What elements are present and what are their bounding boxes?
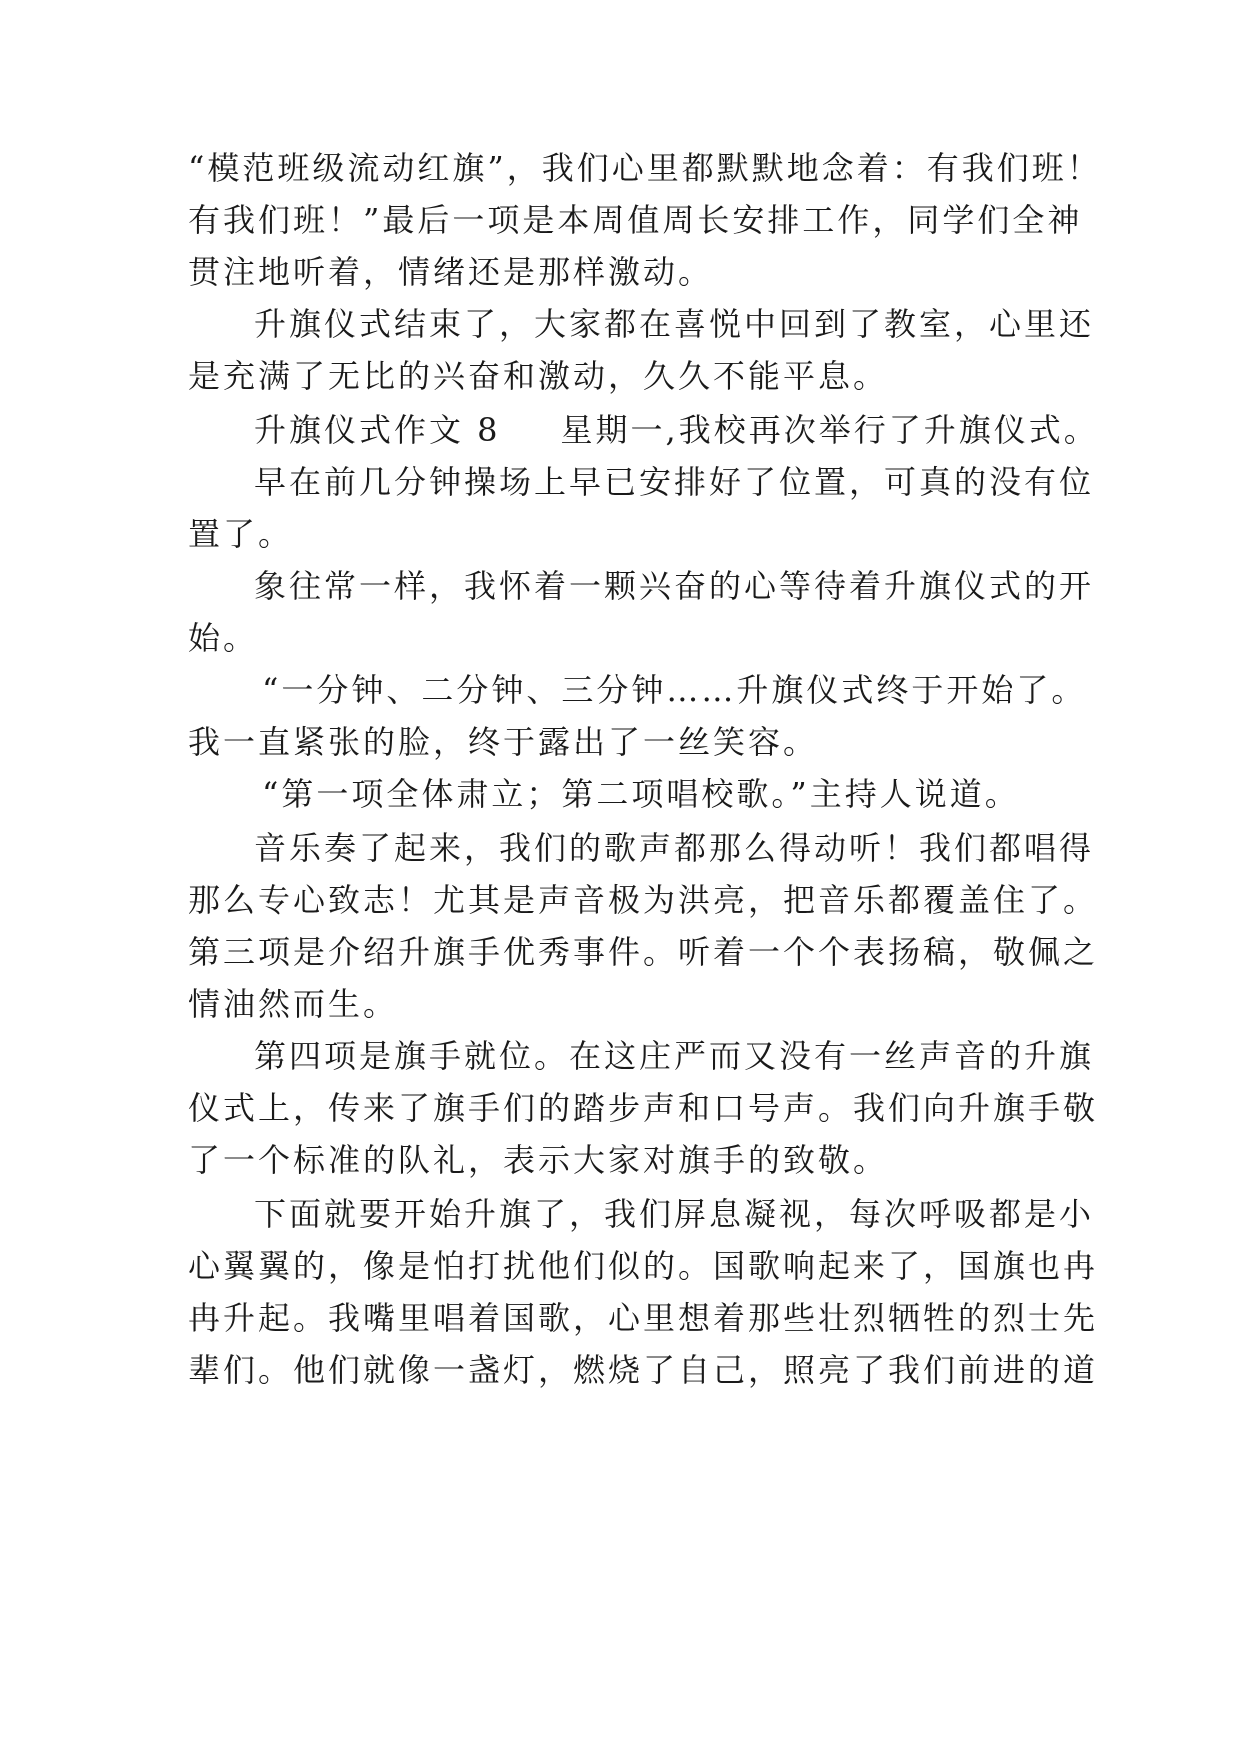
text-line: 辈们。他们就像一盏灯，燃烧了自己，照亮了我们前进的道 [188, 1351, 1099, 1389]
text-line: “一分钟、二分钟、三分钟……升旗仪式终于开始了。 [262, 671, 1087, 709]
text-line: 音乐奏了起来，我们的歌声都那么得动听！我们都唱得 [254, 829, 1095, 867]
text-line: 星期一,我校再次举行了升旗仪式。 [560, 411, 1099, 449]
text-line: 冉升起。我嘴里唱着国歌，心里想着那些壮烈牺牲的烈士先 [188, 1299, 1099, 1337]
text-line: 贯注地听着，情绪还是那样激动。 [188, 253, 714, 291]
text-line: 始。 [188, 619, 259, 657]
text-line: 第三项是介绍升旗手优秀事件。听着一个个表扬稿，敬佩之 [188, 933, 1099, 971]
section-heading-line [254, 410, 1134, 450]
text-line: “第一项全体肃立；第二项唱校歌。”主持人说道。 [262, 775, 1020, 813]
text-line: 心翼翼的，像是怕打扰他们似的。国歌响起来了，国旗也冉 [188, 1247, 1099, 1285]
section-heading: 升旗仪式作文 8 [254, 411, 501, 449]
text-line: 象往常一样，我怀着一颗兴奋的心等待着升旗仪式的开 [254, 567, 1095, 605]
text-line: 那么专心致志！尤其是声音极为洪亮，把音乐都覆盖住了。 [188, 881, 1099, 919]
text-line: 第四项是旗手就位。在这庄严而又没有一丝声音的升旗 [254, 1037, 1095, 1075]
text-line: 有我们班！”最后一项是本周值周长安排工作，同学们全神 [188, 201, 1083, 239]
text-line: 仪式上，传来了旗手们的踏步声和口号声。我们向升旗手敬 [188, 1089, 1099, 1127]
text-line: 下面就要开始升旗了，我们屏息凝视，每次呼吸都是小 [254, 1195, 1095, 1233]
text-line: 我一直紧张的脸，终于露出了一丝笑容。 [188, 723, 819, 761]
text-line: “模范班级流动红旗”，我们心里都默默地念着：有我们班！ [188, 149, 1102, 187]
text-line: 早在前几分钟操场上早已安排好了位置，可真的没有位 [254, 463, 1095, 501]
text-line: 置了。 [188, 515, 294, 553]
text-line: 了一个标准的队礼，表示大家对旗手的致敬。 [188, 1141, 889, 1179]
text-line: 情油然而生。 [188, 985, 399, 1023]
text-line: 是充满了无比的兴奋和激动，久久不能平息。 [188, 357, 889, 395]
text-line: 升旗仪式结束了，大家都在喜悦中回到了教室，心里还 [254, 305, 1095, 343]
